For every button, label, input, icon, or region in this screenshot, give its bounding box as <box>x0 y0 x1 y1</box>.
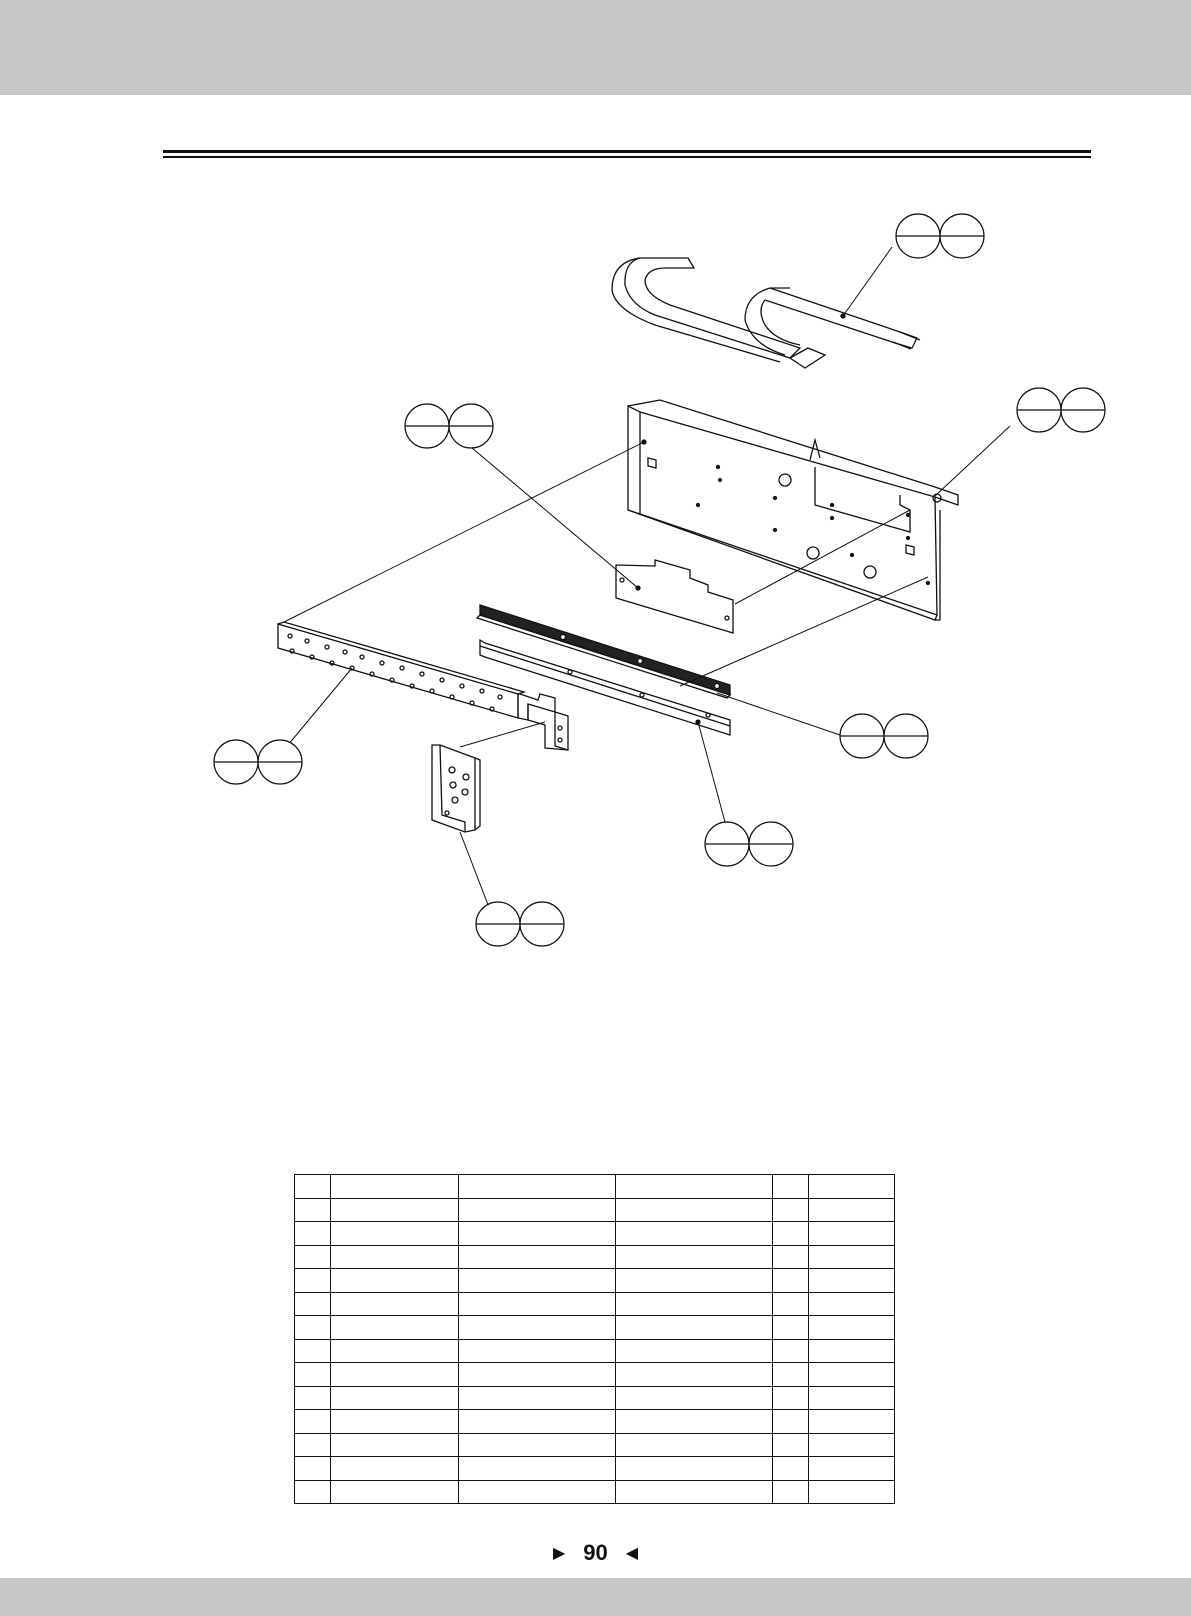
table-cell <box>809 1363 895 1387</box>
table-cell <box>773 1245 809 1269</box>
table-row <box>295 1433 895 1457</box>
table-cell <box>459 1316 616 1340</box>
table-cell <box>809 1339 895 1363</box>
table-cell <box>809 1316 895 1340</box>
callout-balloon <box>896 214 984 258</box>
left-triangle-icon: ◀ <box>625 1545 639 1562</box>
table-cell <box>295 1269 331 1293</box>
callout-balloon <box>705 822 793 866</box>
callout-balloons <box>214 214 1105 946</box>
table-cell <box>295 1433 331 1457</box>
callout-balloon <box>405 404 493 448</box>
table-cell <box>331 1222 459 1246</box>
table-cell <box>616 1269 773 1293</box>
table-cell <box>331 1433 459 1457</box>
table-cell <box>809 1410 895 1434</box>
table-row <box>295 1269 895 1293</box>
small-plate <box>616 560 733 633</box>
table-row <box>295 1339 895 1363</box>
table-cell <box>616 1222 773 1246</box>
table-cell <box>809 1198 895 1222</box>
table-cell <box>616 1363 773 1387</box>
right-triangle-icon: ▶ <box>552 1545 566 1562</box>
table-cell <box>459 1386 616 1410</box>
callout-balloon <box>476 902 564 946</box>
table-row <box>295 1222 895 1246</box>
table-cell <box>616 1433 773 1457</box>
table-row <box>295 1198 895 1222</box>
table-cell <box>331 1410 459 1434</box>
table-cell <box>295 1222 331 1246</box>
table-cell <box>773 1457 809 1481</box>
table-cell <box>459 1410 616 1434</box>
table-row <box>295 1175 895 1199</box>
table-cell <box>616 1480 773 1504</box>
table-row <box>295 1363 895 1387</box>
table-cell <box>459 1222 616 1246</box>
table-cell <box>295 1480 331 1504</box>
perforated-bar <box>278 622 568 750</box>
table-cell <box>616 1386 773 1410</box>
parts-table-body <box>295 1175 895 1504</box>
table-cell <box>459 1363 616 1387</box>
table-cell <box>295 1245 331 1269</box>
table-cell <box>331 1292 459 1316</box>
toothed-rail <box>477 605 730 698</box>
table-cell <box>809 1433 895 1457</box>
back-plate <box>628 400 958 620</box>
callout-balloon <box>840 714 928 758</box>
table-cell <box>773 1339 809 1363</box>
table-cell <box>773 1222 809 1246</box>
table-cell <box>616 1175 773 1199</box>
page-number: 90 <box>583 1540 608 1565</box>
table-cell <box>459 1175 616 1199</box>
table-cell <box>459 1339 616 1363</box>
table-cell <box>295 1175 331 1199</box>
table-cell <box>459 1245 616 1269</box>
table-cell <box>295 1457 331 1481</box>
bracket-box <box>432 745 480 832</box>
table-row <box>295 1386 895 1410</box>
table-cell <box>295 1410 331 1434</box>
table-cell <box>331 1386 459 1410</box>
table-row <box>295 1245 895 1269</box>
table-cell <box>616 1292 773 1316</box>
leader-lines <box>284 247 1010 910</box>
table-cell <box>773 1175 809 1199</box>
table-cell <box>459 1480 616 1504</box>
table-cell <box>616 1198 773 1222</box>
table-cell <box>459 1433 616 1457</box>
table-cell <box>459 1457 616 1481</box>
table-cell <box>616 1457 773 1481</box>
table-cell <box>331 1245 459 1269</box>
table-cell <box>809 1245 895 1269</box>
cable-chain <box>612 258 920 368</box>
table-cell <box>809 1222 895 1246</box>
table-cell <box>809 1480 895 1504</box>
table-cell <box>295 1292 331 1316</box>
table-row <box>295 1480 895 1504</box>
table-cell <box>809 1386 895 1410</box>
table-cell <box>295 1386 331 1410</box>
table-cell <box>295 1363 331 1387</box>
table-cell <box>331 1339 459 1363</box>
table-cell <box>331 1198 459 1222</box>
table-cell <box>773 1386 809 1410</box>
table-cell <box>773 1480 809 1504</box>
table-row <box>295 1316 895 1340</box>
table-row <box>295 1410 895 1434</box>
table-cell <box>295 1339 331 1363</box>
footer-band <box>0 1578 1191 1616</box>
table-cell <box>616 1316 773 1340</box>
table-cell <box>773 1363 809 1387</box>
table-cell <box>295 1198 331 1222</box>
table-cell <box>331 1480 459 1504</box>
table-cell <box>459 1269 616 1293</box>
table-cell <box>295 1316 331 1340</box>
table-row <box>295 1457 895 1481</box>
table-cell <box>459 1198 616 1222</box>
page-footer <box>0 1533 1191 1573</box>
table-cell <box>773 1198 809 1222</box>
table-cell <box>616 1245 773 1269</box>
table-cell <box>616 1410 773 1434</box>
table-cell <box>331 1457 459 1481</box>
table-cell <box>459 1292 616 1316</box>
table-cell <box>809 1457 895 1481</box>
table-cell <box>331 1316 459 1340</box>
table-row <box>295 1292 895 1316</box>
table-cell <box>773 1269 809 1293</box>
parts-list-table <box>294 1174 895 1504</box>
table-cell <box>331 1269 459 1293</box>
table-cell <box>773 1316 809 1340</box>
table-cell <box>773 1410 809 1434</box>
table-cell <box>331 1363 459 1387</box>
table-cell <box>773 1292 809 1316</box>
table-cell <box>331 1175 459 1199</box>
table-cell <box>773 1433 809 1457</box>
table-cell <box>809 1269 895 1293</box>
table-cell <box>809 1292 895 1316</box>
table-cell <box>616 1339 773 1363</box>
table-cell <box>809 1175 895 1199</box>
callout-balloon <box>1017 388 1105 432</box>
callout-balloon <box>214 740 302 784</box>
